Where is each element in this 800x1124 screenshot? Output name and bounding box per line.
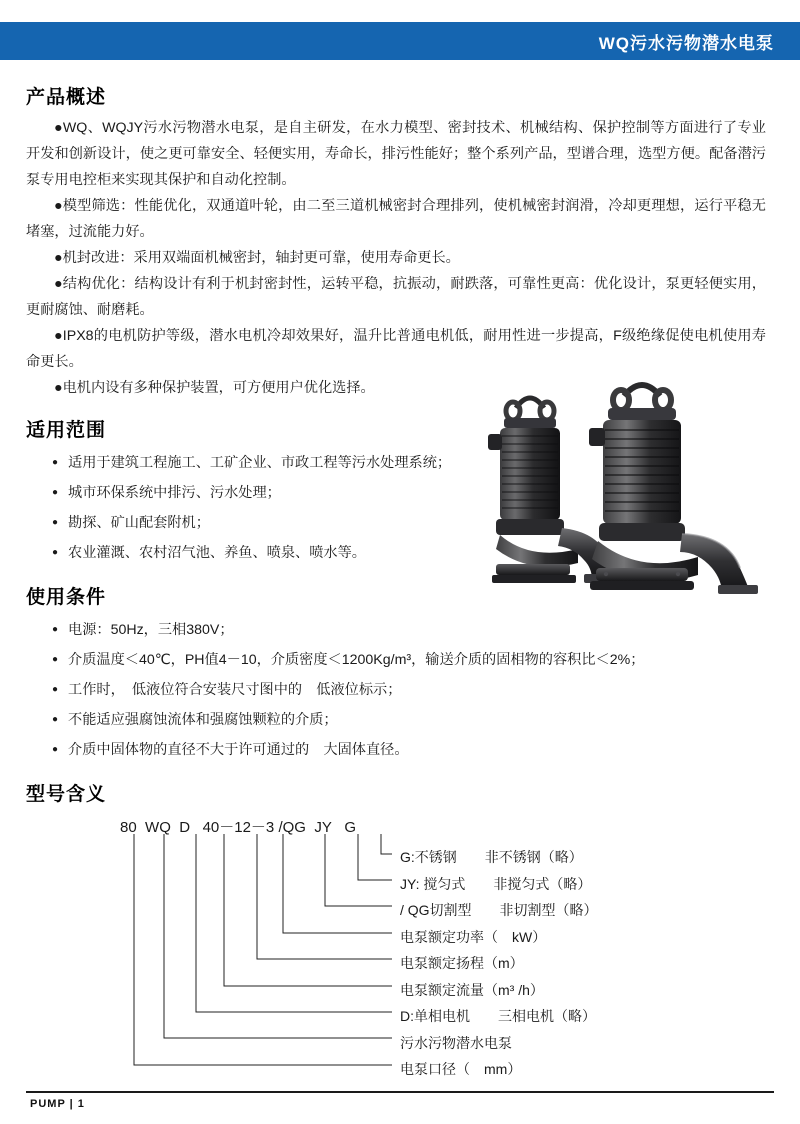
model-legend-item: JY: 搅匀式 非搅匀式（略） <box>400 875 592 892</box>
model-legend-item: 污水污物潜水电泵 <box>400 1034 512 1051</box>
footer-separator: | <box>69 1098 74 1110</box>
list-item: ● 勘探、矿山配套附机； <box>52 508 800 538</box>
overview-paragraph-1: ●WQ、WQJY污水污物潜水电泵，是自主研发，在水力模型、密封技术、机械结构、保护控制等方面进行了专业开发和创新设计，使之更可靠安全、轻便实用，寿命长，排污性能好；整个系列产品，型谱合理，选型方便。配备潜污泵专用电控柜来实现其保护和自动化控制。 <box>26 120 766 188</box>
overview-paragraph-3: ●机封改进：采用双端面机械密封，轴封更可靠，使用寿命更长。 <box>54 250 460 266</box>
model-code-part-bore: 80 <box>120 819 137 836</box>
overview-paragraph-6: ●电机内设有多种保护装置，可方便用户优化选择。 <box>54 380 375 396</box>
section-title-model: 型号含义 <box>26 784 107 805</box>
list-item: ● 介质中固体物的直径不大于许可通过的 大固体直径。 <box>52 735 800 765</box>
list-item: ● 适用于建筑工程施工、工矿企业、市政工程等污水处理系统； <box>52 448 800 478</box>
list-item: ● 工作时， 低液位符合安装尺寸图中的 低液位标示； <box>52 675 800 705</box>
model-legend-item: 电泵额定流量（m³ /h） <box>400 981 544 998</box>
overview-paragraph-2: ●模型筛选：性能优化，双通道叶轮，由二至三道机械密封合理排列，使机械密封润滑，冷却更理想，运行平稳无堵塞，过流能力好。 <box>26 198 766 240</box>
model-legend-item: 电泵额定扬程（m） <box>400 955 524 971</box>
list-item: ● 农业灌溉、农村沼气池、养鱼、喷泉、喷水等。 <box>52 538 800 568</box>
section-title-scope: 适用范围 <box>26 420 107 441</box>
conditions-list <box>0 615 800 765</box>
footer-page-number: 1 <box>77 1098 85 1110</box>
model-legend <box>400 844 598 1083</box>
model-code-part-series: WQ <box>145 819 171 836</box>
submersible-sewage-pump-photo <box>466 378 776 596</box>
model-code-part-phase: D <box>179 819 191 836</box>
model-code-part-material: G <box>344 819 357 836</box>
section-title-overview: 产品概述 <box>26 87 107 108</box>
model-legend-item: 电泵额定功率（ kW） <box>400 928 547 945</box>
model-code-part-performance: 40－12－3 <box>202 819 275 836</box>
page-footer <box>0 1091 800 1110</box>
model-legend-item: / QG切割型 非切割型（略） <box>400 902 598 918</box>
list-item: ● 介质温度＜40℃，PH值4－10，介质密度＜1200Kg/m³，输送介质的固相物的容积比＜2%； <box>52 645 800 675</box>
page-header-bar <box>0 22 800 60</box>
model-designation-diagram <box>0 816 800 1077</box>
footer-divider <box>26 1091 774 1093</box>
list-item: ● 不能适应强腐蚀流体和强腐蚀颗粒的介质； <box>52 705 800 735</box>
list-item: ● 电源：50Hz，三相380V； <box>52 615 800 645</box>
model-code-part-cutter: /QG <box>278 819 306 836</box>
list-item: ● 城市环保系统中排污、污水处理； <box>52 478 800 508</box>
overview-paragraph-4: ●结构优化：结构设计有利于机封密封性，运转平稳，抗振动，耐跌落，可靠性更高：优化设计，泵更轻便实用，更耐腐蚀、耐磨耗。 <box>26 276 766 318</box>
model-legend-item: D:单相电机 三相电机（略） <box>400 1008 596 1024</box>
model-legend-item: G:不锈钢 非不锈钢（略） <box>400 849 583 865</box>
model-legend-item: 电泵口径（ mm） <box>400 1061 522 1077</box>
footer-text <box>30 1098 800 1110</box>
overview-paragraph-5: ●IPX8的电机防护等级，潜水电机冷却效果好，温升比普通电机低，耐用性进一步提高，F级绝缘促使电机使用寿命更长。 <box>26 328 766 370</box>
section-title-conditions: 使用条件 <box>26 587 107 608</box>
model-code-part-mixer: JY <box>314 819 332 836</box>
page-header-title: WQ污水污物潜水电泵 <box>598 33 774 53</box>
footer-brand: PUMP <box>30 1098 66 1110</box>
